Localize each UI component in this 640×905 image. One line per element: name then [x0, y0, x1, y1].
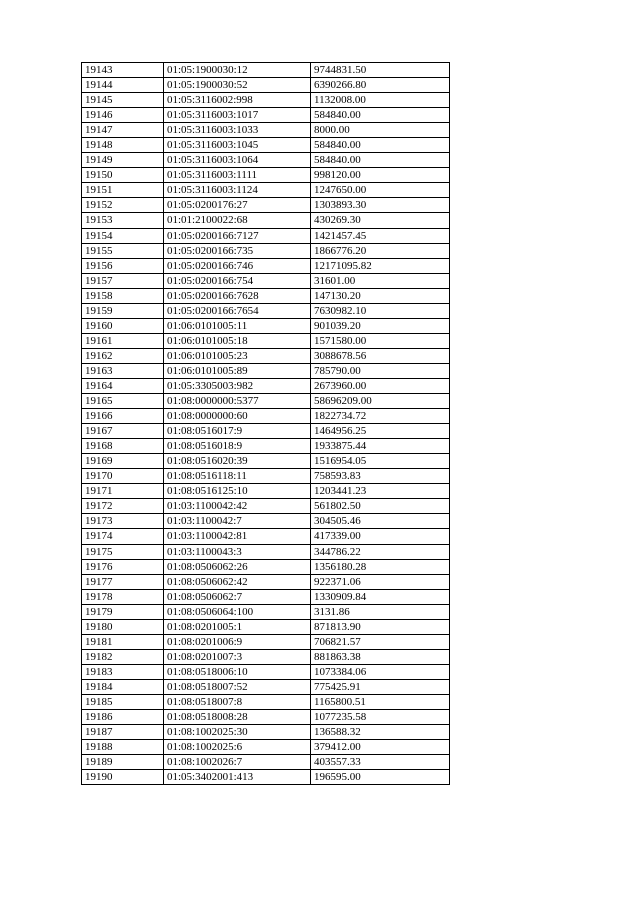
value-cell: 8000.00 — [311, 123, 450, 138]
table-row — [82, 634, 450, 649]
table-row — [82, 574, 450, 589]
table-row — [82, 138, 450, 153]
value-cell: 2673960.00 — [311, 378, 450, 393]
table-row — [82, 348, 450, 363]
value-cell: 758593.83 — [311, 469, 450, 484]
cadastral-number-cell: 01:08:0201005:1 — [164, 619, 311, 634]
row-number-cell: 19149 — [82, 153, 164, 168]
value-cell: 1303893.30 — [311, 198, 450, 213]
row-number-cell: 19154 — [82, 228, 164, 243]
value-cell: 1421457.45 — [311, 228, 450, 243]
cadastral-number-cell: 01:08:0516125:10 — [164, 484, 311, 499]
value-cell: 196595.00 — [311, 770, 450, 785]
table-row — [82, 153, 450, 168]
cadastral-number-cell: 01:08:0516020:39 — [164, 454, 311, 469]
table-row — [82, 454, 450, 469]
table-row — [82, 409, 450, 424]
table-row — [82, 529, 450, 544]
value-cell: 775425.91 — [311, 679, 450, 694]
row-number-cell: 19148 — [82, 138, 164, 153]
row-number-cell: 19153 — [82, 213, 164, 228]
row-number-cell: 19185 — [82, 694, 164, 709]
value-cell: 706821.57 — [311, 634, 450, 649]
cadastral-number-cell: 01:05:3116003:1064 — [164, 153, 311, 168]
table-row — [82, 303, 450, 318]
value-cell: 785790.00 — [311, 363, 450, 378]
value-cell: 1165800.51 — [311, 694, 450, 709]
row-number-cell: 19160 — [82, 318, 164, 333]
cadastral-number-cell: 01:08:0000000:5377 — [164, 394, 311, 409]
row-number-cell: 19164 — [82, 378, 164, 393]
table-row — [82, 469, 450, 484]
table-row — [82, 378, 450, 393]
value-cell: 304505.46 — [311, 514, 450, 529]
row-number-cell: 19183 — [82, 664, 164, 679]
row-number-cell: 19151 — [82, 183, 164, 198]
cadastral-number-cell: 01:05:3116003:1045 — [164, 138, 311, 153]
value-cell: 12171095.82 — [311, 258, 450, 273]
row-number-cell: 19178 — [82, 589, 164, 604]
value-cell: 403557.33 — [311, 755, 450, 770]
table-row — [82, 604, 450, 619]
cadastral-number-cell: 01:08:1002025:6 — [164, 740, 311, 755]
table-row — [82, 288, 450, 303]
cadastral-number-cell: 01:05:3402001:413 — [164, 770, 311, 785]
table-body — [82, 63, 450, 785]
row-number-cell: 19158 — [82, 288, 164, 303]
table-row — [82, 363, 450, 378]
table-row — [82, 394, 450, 409]
table-row — [82, 725, 450, 740]
table-row — [82, 559, 450, 574]
row-number-cell: 19171 — [82, 484, 164, 499]
value-cell: 7630982.10 — [311, 303, 450, 318]
row-number-cell: 19169 — [82, 454, 164, 469]
value-cell: 1516954.05 — [311, 454, 450, 469]
cadastral-number-cell: 01:08:0518006:10 — [164, 664, 311, 679]
row-number-cell: 19190 — [82, 770, 164, 785]
cadastral-number-cell: 01:08:0518007:8 — [164, 694, 311, 709]
value-cell: 1203441.23 — [311, 484, 450, 499]
table-row — [82, 514, 450, 529]
table-row — [82, 619, 450, 634]
table-row — [82, 333, 450, 348]
row-number-cell: 19147 — [82, 123, 164, 138]
cadastral-number-cell: 01:05:0200166:7654 — [164, 303, 311, 318]
table-row — [82, 484, 450, 499]
table-row — [82, 318, 450, 333]
table-row — [82, 78, 450, 93]
value-cell: 1866776.20 — [311, 243, 450, 258]
value-cell: 1132008.00 — [311, 93, 450, 108]
table-row — [82, 424, 450, 439]
value-cell: 881863.38 — [311, 649, 450, 664]
row-number-cell: 19162 — [82, 348, 164, 363]
table-row — [82, 770, 450, 785]
cadastral-number-cell: 01:08:0518007:52 — [164, 679, 311, 694]
cadastral-number-cell: 01:05:0200166:7127 — [164, 228, 311, 243]
value-cell: 901039.20 — [311, 318, 450, 333]
table-row — [82, 710, 450, 725]
table-row — [82, 168, 450, 183]
row-number-cell: 19143 — [82, 63, 164, 78]
table-row — [82, 243, 450, 258]
cadastral-number-cell: 01:05:3116003:1017 — [164, 108, 311, 123]
row-number-cell: 19174 — [82, 529, 164, 544]
value-cell: 1933875.44 — [311, 439, 450, 454]
row-number-cell: 19180 — [82, 619, 164, 634]
value-cell: 379412.00 — [311, 740, 450, 755]
row-number-cell: 19152 — [82, 198, 164, 213]
cadastral-number-cell: 01:08:0201007:3 — [164, 649, 311, 664]
row-number-cell: 19166 — [82, 409, 164, 424]
value-cell: 584840.00 — [311, 138, 450, 153]
cadastral-number-cell: 01:05:3116002:998 — [164, 93, 311, 108]
cadastral-number-cell: 01:05:0200166:746 — [164, 258, 311, 273]
value-cell: 871813.90 — [311, 619, 450, 634]
row-number-cell: 19165 — [82, 394, 164, 409]
table-row — [82, 228, 450, 243]
cadastral-number-cell: 01:05:0200166:754 — [164, 273, 311, 288]
value-cell: 1077235.58 — [311, 710, 450, 725]
table-row — [82, 273, 450, 288]
row-number-cell: 19177 — [82, 574, 164, 589]
value-cell: 58696209.00 — [311, 394, 450, 409]
cadastral-number-cell: 01:05:3116003:1111 — [164, 168, 311, 183]
cadastral-number-cell: 01:05:1900030:12 — [164, 63, 311, 78]
row-number-cell: 19181 — [82, 634, 164, 649]
cadastral-number-cell: 01:08:1002026:7 — [164, 755, 311, 770]
cadastral-number-cell: 01:05:3305003:982 — [164, 378, 311, 393]
row-number-cell: 19182 — [82, 649, 164, 664]
value-cell: 1822734.72 — [311, 409, 450, 424]
cadastral-number-cell: 01:05:0200166:735 — [164, 243, 311, 258]
row-number-cell: 19168 — [82, 439, 164, 454]
row-number-cell: 19188 — [82, 740, 164, 755]
cadastral-number-cell: 01:05:0200166:7628 — [164, 288, 311, 303]
table-row — [82, 544, 450, 559]
row-number-cell: 19187 — [82, 725, 164, 740]
value-cell: 1073384.06 — [311, 664, 450, 679]
cadastral-number-cell: 01:05:3116003:1033 — [164, 123, 311, 138]
table-row — [82, 649, 450, 664]
cadastral-number-cell: 01:06:0101005:11 — [164, 318, 311, 333]
table-row — [82, 694, 450, 709]
row-number-cell: 19176 — [82, 559, 164, 574]
row-number-cell: 19157 — [82, 273, 164, 288]
row-number-cell: 19146 — [82, 108, 164, 123]
cadastral-number-cell: 01:05:1900030:52 — [164, 78, 311, 93]
cadastral-number-cell: 01:08:0506062:42 — [164, 574, 311, 589]
table-row — [82, 499, 450, 514]
row-number-cell: 19172 — [82, 499, 164, 514]
row-number-cell: 19184 — [82, 679, 164, 694]
row-number-cell: 19167 — [82, 424, 164, 439]
row-number-cell: 19159 — [82, 303, 164, 318]
table-row — [82, 755, 450, 770]
cadastral-number-cell: 01:08:0000000:60 — [164, 409, 311, 424]
row-number-cell: 19179 — [82, 604, 164, 619]
value-cell: 561802.50 — [311, 499, 450, 514]
cadastral-number-cell: 01:08:0506064:100 — [164, 604, 311, 619]
value-cell: 584840.00 — [311, 153, 450, 168]
cadastral-number-cell: 01:08:0518008:28 — [164, 710, 311, 725]
table-row — [82, 439, 450, 454]
row-number-cell: 19186 — [82, 710, 164, 725]
cadastral-number-cell: 01:03:1100043:3 — [164, 544, 311, 559]
value-cell: 584840.00 — [311, 108, 450, 123]
value-cell: 3131.86 — [311, 604, 450, 619]
table-row — [82, 183, 450, 198]
cadastral-number-cell: 01:03:1100042:81 — [164, 529, 311, 544]
value-cell: 1247650.00 — [311, 183, 450, 198]
value-cell: 6390266.80 — [311, 78, 450, 93]
table-row — [82, 664, 450, 679]
value-cell: 344786.22 — [311, 544, 450, 559]
row-number-cell: 19189 — [82, 755, 164, 770]
row-number-cell: 19161 — [82, 333, 164, 348]
cadastral-number-cell: 01:05:0200176:27 — [164, 198, 311, 213]
cadastral-number-cell: 01:08:0516118:11 — [164, 469, 311, 484]
value-cell: 3088678.56 — [311, 348, 450, 363]
row-number-cell: 19156 — [82, 258, 164, 273]
table-row — [82, 258, 450, 273]
value-cell: 147130.20 — [311, 288, 450, 303]
value-cell: 9744831.50 — [311, 63, 450, 78]
cadastral-number-cell: 01:03:1100042:42 — [164, 499, 311, 514]
table-row — [82, 93, 450, 108]
row-number-cell: 19144 — [82, 78, 164, 93]
value-cell: 1356180.28 — [311, 559, 450, 574]
row-number-cell: 19175 — [82, 544, 164, 559]
cadastral-number-cell: 01:08:0506062:26 — [164, 559, 311, 574]
cadastral-number-cell: 01:06:0101005:18 — [164, 333, 311, 348]
cadastral-number-cell: 01:08:0516017:9 — [164, 424, 311, 439]
table-row — [82, 108, 450, 123]
table-row — [82, 589, 450, 604]
table-row — [82, 198, 450, 213]
cadastral-number-cell: 01:03:1100042:7 — [164, 514, 311, 529]
table-row — [82, 740, 450, 755]
value-cell: 417339.00 — [311, 529, 450, 544]
cadastral-number-cell: 01:08:0506062:7 — [164, 589, 311, 604]
cadastral-number-cell: 01:08:0201006:9 — [164, 634, 311, 649]
row-number-cell: 19170 — [82, 469, 164, 484]
cadastral-number-cell: 01:06:0101005:89 — [164, 363, 311, 378]
table-row — [82, 123, 450, 138]
cadastral-number-cell: 01:08:1002025:30 — [164, 725, 311, 740]
cadastral-number-cell: 01:05:3116003:1124 — [164, 183, 311, 198]
value-cell: 1464956.25 — [311, 424, 450, 439]
table-row — [82, 63, 450, 78]
row-number-cell: 19155 — [82, 243, 164, 258]
cadastral-number-cell: 01:08:0516018:9 — [164, 439, 311, 454]
value-cell: 430269.30 — [311, 213, 450, 228]
row-number-cell: 19145 — [82, 93, 164, 108]
value-cell: 1571580.00 — [311, 333, 450, 348]
value-cell: 998120.00 — [311, 168, 450, 183]
value-cell: 1330909.84 — [311, 589, 450, 604]
table-row — [82, 679, 450, 694]
cadastral-number-cell: 01:01:2100022:68 — [164, 213, 311, 228]
data-table — [81, 62, 450, 785]
row-number-cell: 19163 — [82, 363, 164, 378]
row-number-cell: 19150 — [82, 168, 164, 183]
row-number-cell: 19173 — [82, 514, 164, 529]
table-row — [82, 213, 450, 228]
value-cell: 136588.32 — [311, 725, 450, 740]
value-cell: 31601.00 — [311, 273, 450, 288]
cadastral-number-cell: 01:06:0101005:23 — [164, 348, 311, 363]
value-cell: 922371.06 — [311, 574, 450, 589]
